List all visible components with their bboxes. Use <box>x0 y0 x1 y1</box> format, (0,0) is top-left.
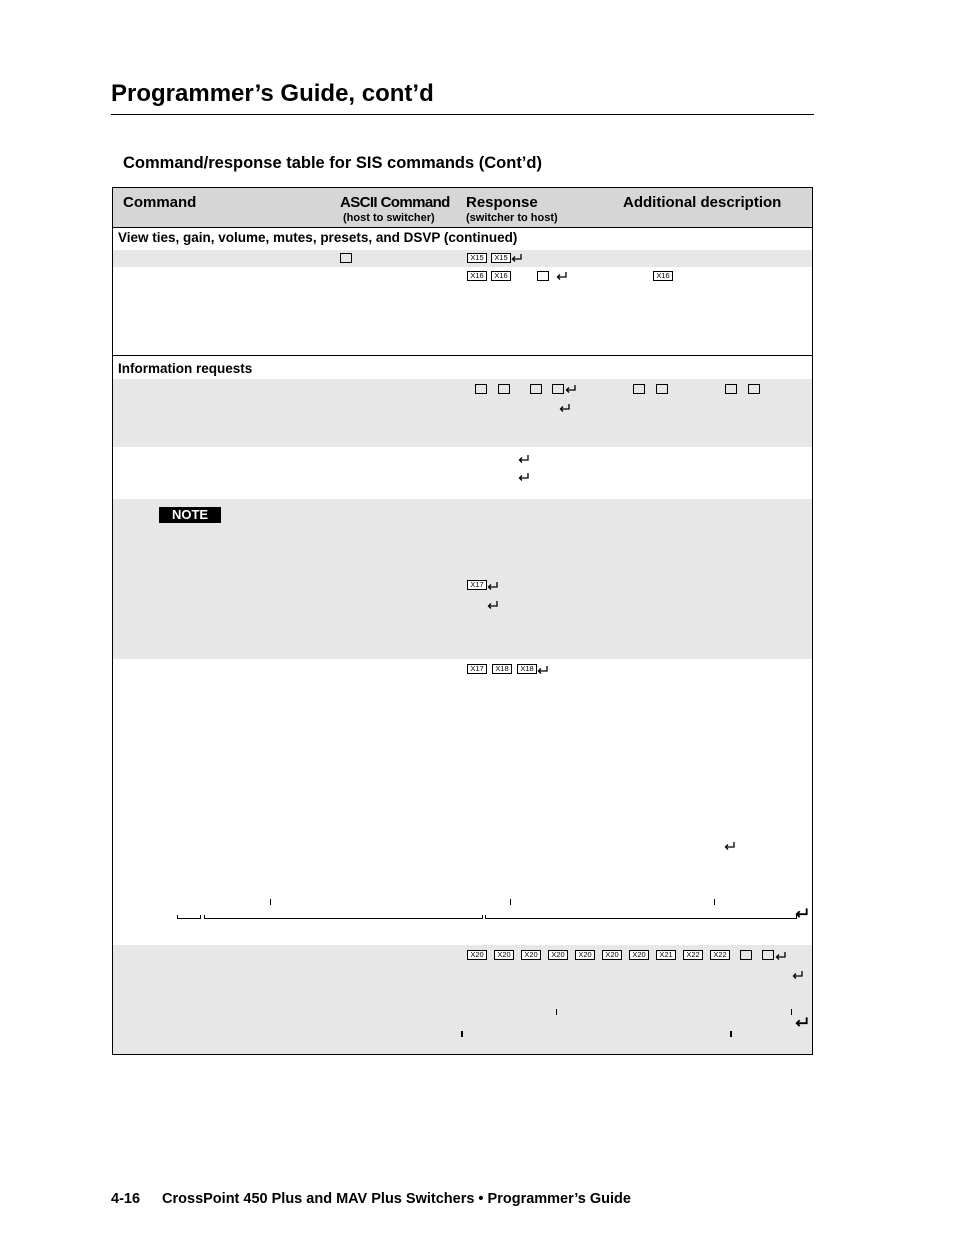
header-response: Response <box>466 194 538 211</box>
field-divider-mark <box>461 1031 463 1037</box>
carriage-return-icon <box>792 970 804 980</box>
header-command: Command <box>123 194 197 211</box>
variable-placeholder-box <box>740 950 752 960</box>
variable-x16-tag: X16 <box>491 271 511 281</box>
carriage-return-icon <box>775 951 787 961</box>
table-row <box>113 499 812 659</box>
variable-x20-tag: X20 <box>494 950 514 960</box>
table-row <box>113 250 812 267</box>
table-row <box>113 267 812 355</box>
variable-x21-tag: X21 <box>656 950 676 960</box>
carriage-return-icon <box>487 600 499 610</box>
variable-x18-tag: X18 <box>492 664 512 674</box>
field-divider-mark <box>510 899 511 905</box>
field-divider-mark <box>270 899 271 905</box>
table-row <box>113 945 812 1055</box>
variable-x18-tag: X18 <box>517 664 537 674</box>
header-ascii-command: ASCII Command <box>340 194 450 211</box>
variable-placeholder-box <box>656 384 668 394</box>
field-divider-mark <box>714 899 715 905</box>
carriage-return-icon <box>537 665 549 675</box>
carriage-return-icon <box>559 403 571 413</box>
title-rule <box>111 114 814 115</box>
carriage-return-icon <box>795 907 809 919</box>
note-badge: NOTE <box>159 507 221 523</box>
table-header <box>113 188 812 228</box>
carriage-return-icon <box>795 1016 809 1028</box>
carriage-return-icon <box>518 454 530 464</box>
variable-placeholder-box <box>475 384 487 394</box>
variable-x16-tag: X16 <box>653 271 673 281</box>
field-divider-mark <box>556 1009 557 1015</box>
carriage-return-icon <box>511 253 523 263</box>
page-number: 4-16 <box>111 1191 141 1207</box>
variable-x20-tag: X20 <box>548 950 568 960</box>
variable-x15-tag: X15 <box>491 253 511 263</box>
variable-placeholder-box <box>633 384 645 394</box>
header-response-subtitle: (switcher to host) <box>466 212 558 224</box>
variable-x16-tag: X16 <box>467 271 487 281</box>
variable-x20-tag: X20 <box>629 950 649 960</box>
table-row <box>113 447 812 499</box>
variable-placeholder-box <box>530 384 542 394</box>
field-bracket <box>204 915 483 919</box>
variable-x20-tag: X20 <box>602 950 622 960</box>
variable-placeholder-box <box>340 253 352 263</box>
footer-text: CrossPoint 450 Plus and MAV Plus Switchers • Programmer’s Guide <box>162 1191 631 1207</box>
section-label-information-requests: Information requests <box>118 361 253 376</box>
variable-placeholder-box <box>762 950 774 960</box>
command-response-table <box>112 187 813 1055</box>
header-ascii-subtitle: (host to switcher) <box>343 212 435 224</box>
carriage-return-icon <box>724 841 736 851</box>
variable-x22-tag: X22 <box>683 950 703 960</box>
variable-placeholder-box <box>748 384 760 394</box>
table-row <box>113 659 812 945</box>
variable-placeholder-box <box>725 384 737 394</box>
section-divider <box>113 355 812 356</box>
page-footer <box>111 1191 631 1207</box>
variable-x20-tag: X20 <box>575 950 595 960</box>
variable-x17-tag: X17 <box>467 664 487 674</box>
field-bracket <box>485 915 797 919</box>
carriage-return-icon <box>565 384 577 394</box>
variable-x20-tag: X20 <box>467 950 487 960</box>
page-title: Programmer’s Guide, cont’d <box>111 80 434 107</box>
header-additional-description: Additional description <box>623 194 782 211</box>
section-label-view-ties: View ties, gain, volume, mutes, presets, and DSVP (continued) <box>118 230 518 245</box>
variable-x20-tag: X20 <box>521 950 541 960</box>
field-divider-mark <box>791 1009 792 1015</box>
field-divider-mark <box>730 1031 732 1037</box>
carriage-return-icon <box>518 472 530 482</box>
variable-placeholder-box <box>552 384 564 394</box>
variable-x15-tag: X15 <box>467 253 487 263</box>
carriage-return-icon <box>556 271 568 281</box>
carriage-return-icon <box>487 581 499 591</box>
variable-placeholder-box <box>498 384 510 394</box>
variable-x17-tag: X17 <box>467 580 487 590</box>
field-bracket <box>177 915 201 919</box>
variable-x22-tag: X22 <box>710 950 730 960</box>
table-row <box>113 379 812 447</box>
variable-placeholder-box <box>537 271 549 281</box>
section-title: Command/response table for SIS commands (Cont’d) <box>123 154 542 172</box>
